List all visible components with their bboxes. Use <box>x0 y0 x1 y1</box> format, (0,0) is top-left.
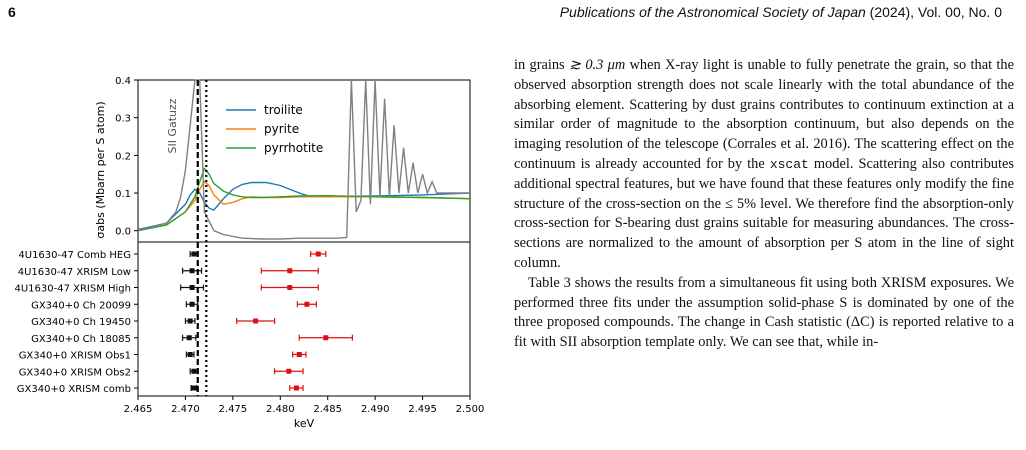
series-line-pyrite <box>138 182 470 231</box>
xtick-label: 2.480 <box>265 404 295 415</box>
legend-pyrite-label: pyrite <box>264 122 300 136</box>
data-point <box>188 319 193 324</box>
data-point <box>286 369 291 374</box>
top-panel <box>94 76 470 242</box>
paragraph-2: Table 3 shows the results from a simultaneous fit using both XRISM exposures. We performed three fits under the assumption solid-phase S is dominated by one of the three proposed compounds. The change in Cash statistic (ΔC) is reported relative to a fit with SII absorption template only. We can see that, while in- <box>514 274 1014 351</box>
xtick-label: 2.475 <box>218 404 248 415</box>
bottom-category-labels <box>14 250 138 395</box>
data-point <box>287 268 292 273</box>
data-point <box>187 335 192 340</box>
p1-text-c: model. Scattering also contributes additional spectral features, but we have found that these features only modify the fine structure of the cross-section on the ≤ 5% level. We therefore find the absorption-only cross-section for S-bearing dust grains suitable for measuring abundances. The cross-sections are normalized to the amount of absorption per S atom in the line of sight column. <box>514 155 1014 271</box>
data-point <box>191 252 196 257</box>
category-label: GX340+0 Ch 19450 <box>31 317 131 328</box>
series-line-sii-gatuzz <box>138 80 470 239</box>
data-point <box>190 302 195 307</box>
journal-name: Publications of the Astronomical Society of Japan <box>559 4 866 20</box>
category-label: 4U1630-47 Comb HEG <box>18 250 131 261</box>
top-panel-frame <box>138 80 470 242</box>
top-ytick-label: 0.4 <box>115 76 131 87</box>
page-number: 6 <box>8 4 16 20</box>
bottom-xlabel: keV <box>293 417 315 430</box>
category-label: 4U1630-47 XRISM Low <box>17 266 131 278</box>
p1-text-b: when X-ray light is unable to fully penetrate the grain, so that the observed absorption strength does not scale linearly with the total abundance of the absorbing element. Scattering by dust grains contributes to continuum extinction at a similar order of magnitude to the absorption continuum, but also depends on the imaging resolution of the telescope (Corrales et al. 2016). The scattering effect on the continuum is already accounted for by the <box>514 57 1014 172</box>
top-ytick-label: 0.3 <box>115 113 131 125</box>
data-point <box>188 352 193 357</box>
xtick-label: 2.485 <box>313 404 343 415</box>
p1-text-a: in grains <box>514 57 569 73</box>
xtick-label: 2.465 <box>123 404 153 415</box>
category-label: 4U1630-47 XRISM High <box>14 283 131 295</box>
data-point <box>190 268 195 273</box>
data-point <box>287 285 292 290</box>
figure <box>0 70 500 450</box>
xtick-label: 2.500 <box>455 404 485 415</box>
legend <box>226 103 323 155</box>
data-point <box>253 319 258 324</box>
page-header <box>0 0 1026 24</box>
data-point <box>304 302 309 307</box>
category-label: GX340+0 XRISM comb <box>16 384 131 395</box>
bottom-xticks <box>124 396 485 415</box>
category-label: GX340+0 Ch 18085 <box>31 333 131 345</box>
category-label: GX340+0 Ch 20099 <box>31 300 131 312</box>
journal-volume: (2024), Vol. 00, No. 0 <box>865 4 1002 20</box>
body-text <box>514 56 1014 353</box>
category-label: GX340+0 XRISM Obs1 <box>18 350 131 362</box>
p1-code: xscat <box>769 156 809 172</box>
xtick-label: 2.490 <box>360 404 390 415</box>
xtick-label: 2.495 <box>408 404 437 415</box>
data-point <box>190 285 195 290</box>
legend-pyrrhotite-label: pyrrhotite <box>264 141 324 155</box>
running-head <box>560 4 1002 20</box>
top-ytick-label: 0.1 <box>115 189 131 201</box>
top-yticks <box>115 76 138 238</box>
top-series <box>138 80 470 239</box>
top-ytick-label: 0.2 <box>115 151 131 163</box>
data-point <box>294 386 299 391</box>
data-point <box>297 352 302 357</box>
top-ytick-label: 0.0 <box>115 226 131 238</box>
data-point <box>191 369 196 374</box>
data-point <box>323 335 328 340</box>
category-label: GX340+0 XRISM Obs2 <box>18 367 131 379</box>
legend-troilite-label: troilite <box>264 103 303 117</box>
paragraph-1 <box>514 56 1014 274</box>
series-line-troilite <box>138 183 470 230</box>
sii-annotation: SII Gatuzz <box>166 98 179 154</box>
xtick-label: 2.470 <box>171 404 200 415</box>
bottom-panel <box>14 242 484 430</box>
top-ylabel: σabs (Mbarn per S atom) <box>94 101 107 239</box>
data-point <box>316 252 321 257</box>
data-point <box>191 386 196 391</box>
p1-math: ≳ 0.3 μm <box>568 57 626 73</box>
